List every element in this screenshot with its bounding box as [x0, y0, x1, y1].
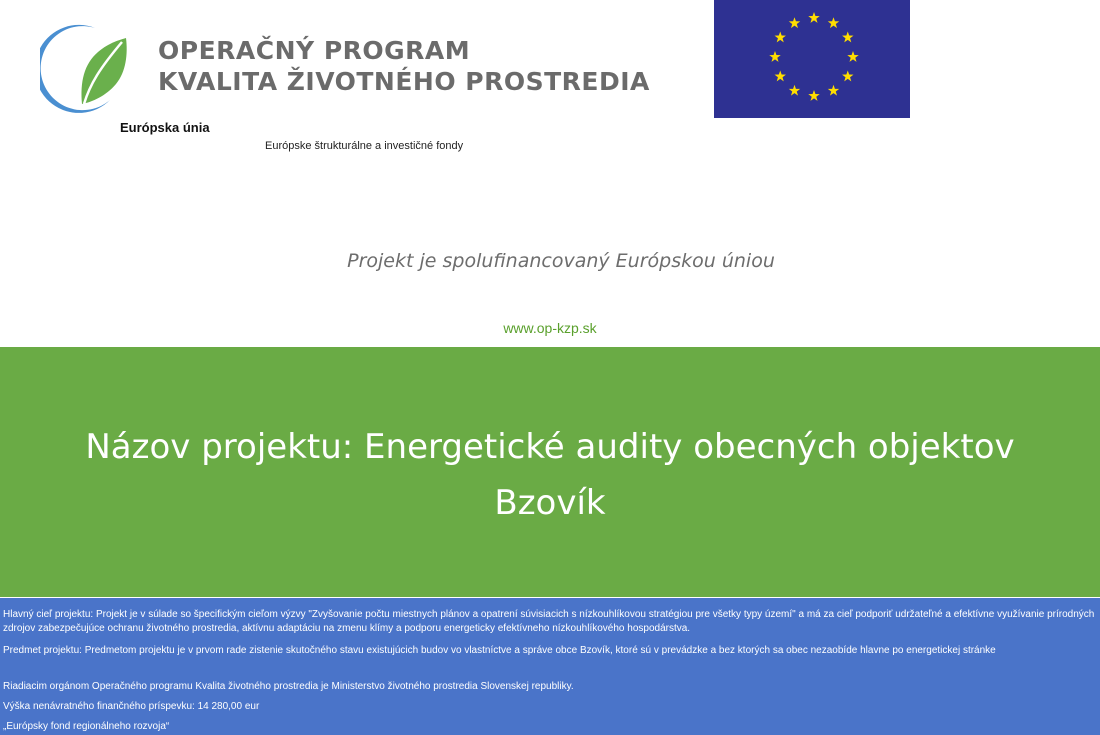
project-info-box	[0, 598, 1100, 735]
website-link[interactable]: www.op-kzp.sk	[503, 320, 597, 336]
eu-star-icon	[789, 17, 800, 28]
project-title-line1: Názov projektu: Energetické audity obecných objektov	[85, 427, 1015, 467]
fund-name-text: „Európsky fond regionálneho rozvoja“	[3, 721, 170, 732]
managing-authority-text: Riadiacim orgánom Operačného programu Kvalita životného prostredia je Ministerstvo životného prostredia Slovenskej republiky.	[3, 681, 574, 692]
funds-label: Európske štrukturálne a investičné fondy	[265, 140, 464, 152]
eu-star-icon	[828, 85, 839, 96]
project-subject-text: Predmet projektu: Predmetom projektu je v prvom rade zistenie skutočného stavu existujúcich budov vo vlastníctve a správe obce Bzovík, ktoré sú v prevádzke a bez ktorých sa obec nezaobíde hlavne po energetickej stránke	[3, 645, 996, 656]
eu-star-icon	[828, 17, 839, 28]
project-goal-text: Hlavný cieľ projektu: Projekt je v súlade so špecifickým cieľom výzvy "Zvyšovanie počtu miestnych plánov a opatrení súvisiacich s nízkouhlíkovou stratégiou pre všetky typy území" a má za cieľ podporiť udržateľné a efektívne využívanie prírodných zdrojov zabezpečujúce ochranu životného prostredia, aktívnu adaptáciu na zmenu klímy a podporu energeticky efektívneho nízkouhlíkového hospodárstva.	[3, 609, 1095, 634]
cofinanced-statement: Projekt je spolufinancovaný Európskou úniou	[347, 250, 775, 272]
eu-star-icon	[808, 12, 819, 23]
eu-star-icon	[769, 51, 780, 62]
eu-star-icon	[842, 71, 853, 82]
eu-star-icon	[789, 85, 800, 96]
project-title	[0, 419, 1100, 531]
eu-flag-icon	[714, 0, 910, 118]
eu-label: Európska únia	[120, 120, 210, 135]
op-kzp-logo-icon	[40, 20, 140, 116]
eu-star-icon	[842, 32, 853, 43]
project-title-line2: Bzovík	[494, 483, 606, 523]
eu-star-icon	[808, 90, 819, 101]
eu-star-icon	[775, 32, 786, 43]
eu-star-icon	[847, 51, 858, 62]
grant-amount-text: Výška nenávratného finančného príspevku: 14 280,00 eur	[3, 701, 260, 712]
project-title-band	[0, 347, 1100, 597]
program-title-line2: KVALITA ŽIVOTNÉHO PROSTREDIA	[158, 67, 650, 96]
program-title-line1: OPERAČNÝ PROGRAM	[158, 36, 471, 65]
eu-star-icon	[775, 71, 786, 82]
